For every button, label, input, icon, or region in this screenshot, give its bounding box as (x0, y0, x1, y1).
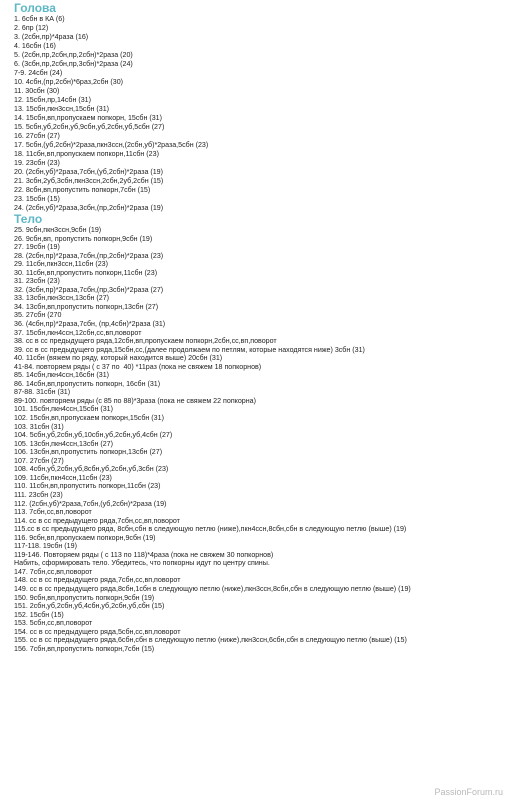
instruction-line: 17. 5сбн,(уб,2сбн)*2раза,пкн3ссн,(2сбн,уб)*2раза,5сбн (23) (14, 141, 209, 149)
instruction-line: Набить, сформировать тело. Убедитесь, что попкорны идут по центру спины. (14, 559, 270, 568)
instruction-line: 39. сс в сс предыдущего ряда,15сбн,сс,(далее продолжаем по петлям, которые находятся ниже) 3сбн (31) (14, 345, 365, 354)
instruction-line: 35. 27сбн (270 (14, 311, 62, 320)
instruction-line: 108. 4сбн,уб,2сбн,уб,8сбн,уб,2сбн,уб,3сбн (23) (14, 465, 169, 474)
instruction-line: 36. (4сбн,пр)*2раза,7сбн, (пр,4сбн)*2раза (31) (14, 320, 166, 329)
instruction-line: 29. 11сбн,пкн3ссн,11сбн (23) (14, 260, 108, 269)
instruction-line: 26. 9сбн,вп, пропустить попкорн,9сбн (19) (14, 234, 153, 243)
instruction-line: 156. 7сбн,вп,пропустить попкорн,7сбн (15) (14, 644, 155, 653)
instruction-line: 14. 15сбн,вп,пропускаем попкорн, 15сбн (31) (14, 114, 162, 122)
instruction-line: 32. (3сбн,пр)*2раза,7сбн,(пр,3сбн)*2раза (27) (14, 285, 164, 294)
instruction-line: 104. 5сбн,уб,2сбн,уб,10сбн,уб,2сбн,уб,4сбн (27) (14, 431, 173, 440)
instruction-line: 24. (2сбн,уб)*2раза,3сбн,(пр,2сбн)*2раза (19) (14, 204, 164, 212)
instruction-line: 10. 4сбн,(пр,2сбн)*6раз,2сбн (30) (14, 78, 124, 86)
instruction-line: 19. 23сбн (23) (14, 159, 60, 167)
instruction-line: 87-88. 31сбн (31) (14, 388, 71, 397)
instruction-line: 37. 15сбн,пкн4ссн,12сбн,сс,вп,поворот (14, 328, 142, 337)
instruction-line: 23. 15сбн (15) (14, 195, 60, 203)
instruction-line: 33. 13сбн,пкн3ссн,13сбн (27) (14, 294, 110, 303)
instruction-line: 105. 13сбн,пкн4ссн,13сбн (27) (14, 439, 113, 448)
instruction-line: 113. 7сбн,сс,вп,поворот (14, 508, 92, 517)
instruction-line: 30. 11сбн,вп,пропустить попкорн,11сбн (23) (14, 268, 158, 277)
instruction-line: 28. (2сбн,пр)*2раза,7сбн,(пр,2сбн)*2раза (23) (14, 251, 164, 260)
instruction-line: 20. (2сбн,уб)*2раза,7сбн,(уб,2сбн)*2раза (19) (14, 168, 163, 176)
instruction-line: 2. 6пр (12) (14, 24, 49, 32)
instruction-line: 112. (2сбн,уб)*2раза,7сбн,(уб,2сбн)*2раза (19) (14, 499, 167, 508)
instruction-line: 27. 19сбн (19) (14, 243, 60, 252)
instruction-line: 21. 3сбн,2уб,3сбн,пкн3ссн,2сбн,2уб,2сбн (15) (14, 177, 164, 185)
instruction-line: 151. 2сбн,уб,2сбн,уб,4сбн,уб,2сбн,уб,сбн (15) (14, 602, 165, 611)
instruction-line: 4. 16сбн (16) (14, 42, 56, 50)
instruction-line: 148. сс в сс предыдущего ряда,7сбн,сс,вп,поворот (14, 576, 181, 585)
instruction-line: 109. 11сбн,пкн4ссн,11сбн (23) (14, 473, 112, 482)
instruction-line: 34. 13сбн,вп,пропустить попкорн,13сбн (27) (14, 302, 159, 311)
instruction-line: 149. сс в сс предыдущего ряда,8сбн,1сбн в следующую петлю (ниже),пкн3ссн,8сбн,сбн в следующую петлю (выше) (19) (14, 584, 411, 593)
instruction-line: 147. 7сбн,сс,вп,поворот (14, 567, 93, 576)
instruction-line: 102. 15сбн,вп,пропускаем попкорн,15сбн (31) (14, 414, 164, 423)
instruction-line: 85. 14сбн,пкн4ссн,16сбн (31) (14, 371, 110, 380)
instruction-line: 31. 23сбн (23) (14, 277, 60, 286)
instruction-line: 15. 5сбн,уб,2сбн,уб,9сбн,уб,2сбн,уб,5сбн (27) (14, 123, 165, 131)
instruction-line: 119-146. Повторяем ряды ( с 113 по 118)*4раза (пока не свяжем 30 попкорнов) (14, 550, 274, 559)
instruction-line: 107. 27сбн (27) (14, 456, 64, 465)
section-title-head: Голова (14, 1, 56, 15)
instruction-line: 150. 9сбн,вп,пропустить попкорн,9сбн (19) (14, 593, 155, 602)
instruction-line: 152. 15сбн (15) (14, 610, 64, 619)
instruction-line: 106. 13сбн,вп,пропустить попкорн,13сбн (27) (14, 448, 163, 457)
instruction-line: 1. 6сбн в КА (6) (14, 15, 65, 23)
instruction-line: 40. 11сбн (вяжем по ряду, который находится выше) 20сбн (31) (14, 354, 223, 363)
instruction-line: 110. 11сбн,вп,пропустить попкорн,11сбн (23) (14, 482, 161, 491)
instruction-line: 111. 23сбн (23) (14, 490, 63, 499)
instruction-line: 89-100. повторяем ряды (с 85 по 88)*3раза (пока не свяжем 22 попкорна) (14, 396, 256, 405)
instruction-line: 13. 15сбн,пкн3ссн,15сбн (31) (14, 105, 110, 113)
instruction-line: 154. сс в сс предыдущего ряда,5сбн,сс,вп,поворот (14, 627, 181, 636)
instruction-line: 11. 30сбн (30) (14, 87, 60, 95)
instruction-line: 103. 31сбн (31) (14, 422, 64, 431)
instruction-line: 117-118. 19сбн (19) (14, 542, 77, 551)
instruction-line: 16. 27сбн (27) (14, 132, 60, 140)
instruction-line: 86. 14сбн,вп,пропустить попкорн, 16сбн (31) (14, 379, 161, 388)
instruction-line: 41-84. повторяем ряды ( с 37 по 40) *11раз (пока не свяжем 18 попкорнов) (14, 362, 262, 371)
watermark-logo: PassionForum.ru (434, 787, 503, 797)
instruction-line: 6. (3сбн,пр,2сбн,пр,3сбн)*2раза (24) (14, 60, 133, 68)
instruction-line: 38. сс в сс предыдущего ряда,12сбн,вп,пропускаем попкорн,2сбн,сс,вп,поворот (14, 337, 277, 346)
body-instructions-list (14, 226, 503, 653)
head-instructions-list (14, 15, 503, 213)
instruction-line: 116. 9сбн,вп,пропускаем попкорн,9сбн (19) (14, 533, 156, 542)
instruction-line: 22. 8сбн,вп,пропустить попкорн,7сбн (15) (14, 186, 151, 194)
instruction-line: 5. (2сбн,пр,2сбн,пр,2сбн)*2раза (20) (14, 51, 133, 59)
instruction-line: 114. сс в сс предыдущего ряда,7сбн,сс,вп,поворот (14, 516, 180, 525)
section-title-body: Тело (14, 212, 43, 226)
instruction-line: 18. 11сбн,вп,пропускаем попкорн,11сбн (23) (14, 150, 159, 158)
instruction-line: 155. сс в сс предыдущего ряда,6сбн,сбн в следующую петлю (ниже),пкн3ссн,6сбн,сбн в следующую петлю (выше) (15) (14, 636, 407, 645)
instruction-line: 153. 5сбн,сс,вп,поворот (14, 619, 93, 628)
instruction-line: 7-9. 24сбн (24) (14, 69, 63, 77)
instruction-line: 3. (2сбн,пр)*4раза (16) (14, 33, 89, 41)
instruction-line: 25. 9сбн,пкн3ссн,9сбн (19) (14, 226, 102, 234)
instruction-line: 115.сс в сс предыдущего ряда, 8сбн,сбн в следующую петлю (ниже),пкн4ссн,8сбн,сбн в следующую петлю (выше) (19) (14, 525, 407, 534)
instruction-line: 12. 15сбн,пр,14сбн (31) (14, 96, 91, 104)
instruction-line: 101. 15сбн,пкн4ссн,15сбн (31) (14, 405, 113, 414)
